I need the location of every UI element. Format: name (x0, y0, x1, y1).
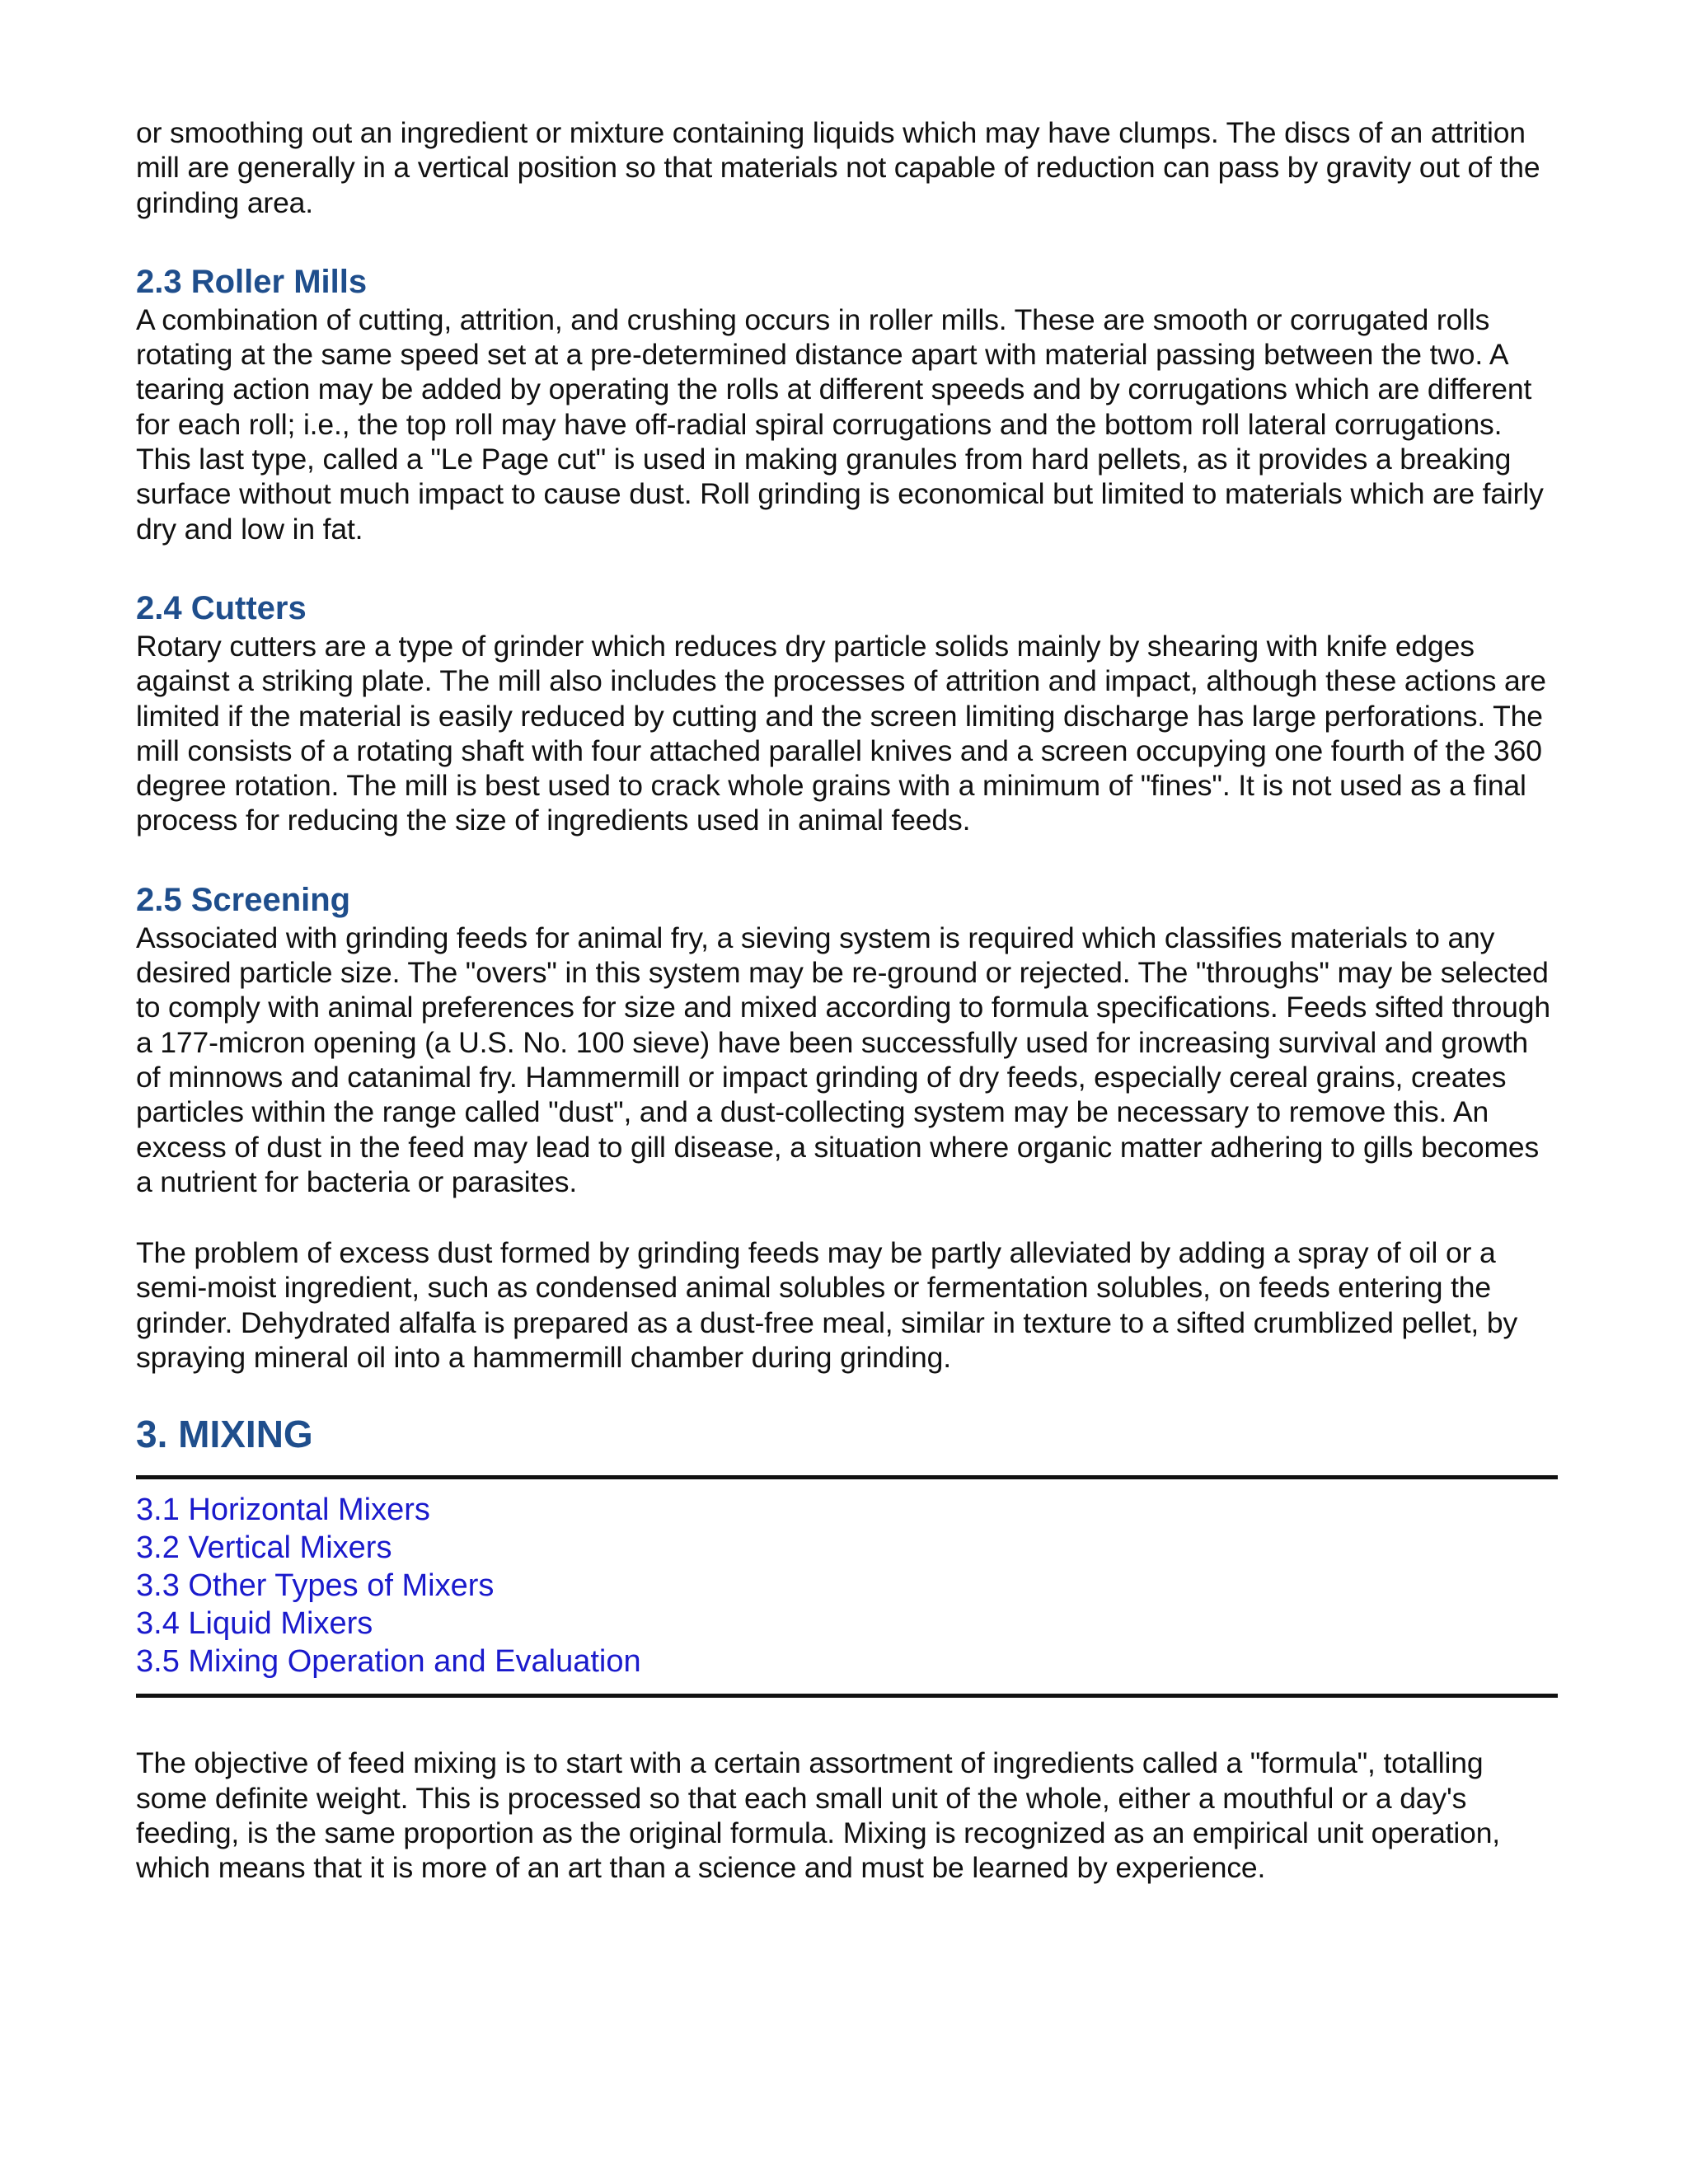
mixing-toc (136, 1479, 1558, 1694)
screening-paragraph-1: Associated with grinding feeds for animal fry, a sieving system is required which classifies materials to any desired particle size. The "overs" in this system may be re-ground or rejected. The "throughs" may be selected to comply with animal preferences for size and mixed according to formula specifications. Feeds sifted through a 177-micron opening (a U.S. No. 100 sieve) have been successfully used for increasing survival and growth of minnows and catanimal fry. Hammermill or impact grinding of dry feeds, especially cereal grains, creates particles within the range called "dust", and a dust-collecting system may be necessary to remove this. An excess of dust in the feed may lead to gill disease, a situation where organic matter adhering to gills becomes a nutrient for bacteria or parasites. (136, 921, 1550, 1198)
heading-roller-mills: 2.3 Roller Mills (136, 263, 368, 300)
document-page (136, 115, 1558, 1886)
toc-link-other-mixers[interactable]: 3.3 Other Types of Mixers (136, 1568, 495, 1604)
roller-mills-paragraph: A combination of cutting, attrition, and crushing occurs in roller mills. These are smooth or corrugated rolls rotating at the same speed set at a pre-determined distance apart with material passing between the two. A tearing action may be added by operating the rolls at different speeds and by corrugations which are different for each roll; i.e., the top roll may have off-radial spiral corrugations and the bottom roll lateral corrugations. This last type, called a "Le Page cut" is used in making granules from hard pellets, as it provides a breaking surface without much impact to cause dust. Roll grinding is economical but limited to materials which are fairly dry and low in fat. (136, 302, 1544, 546)
intro-paragraph: or smoothing out an ingredient or mixture containing liquids which may have clumps. The discs of an attrition mill are generally in a vertical position so that materials not capable of reduction can pass by gravity out of the grinding area. (136, 116, 1540, 219)
toc-link-liquid-mixers[interactable]: 3.4 Liquid Mixers (136, 1606, 373, 1642)
heading-mixing: 3. MIXING (136, 1413, 313, 1456)
cutters-paragraph: Rotary cutters are a type of grinder which reduces dry particle solids mainly by shearing with knife edges against a striking plate. The mill also includes the processes of attrition and impact, although these actions are limited if the material is easily reduced by cutting and the screen limiting discharge has large perforations. The mill consists of a rotating shaft with four attached parallel knives and a screen occupying one fourth of the 360 degree rotation. The mill is best used to crack whole grains with a minimum of "fines". It is not used as a final process for reducing the size of ingredients used in animal feeds. (136, 629, 1546, 837)
toc-link-vertical-mixers[interactable]: 3.2 Vertical Mixers (136, 1530, 392, 1566)
toc-link-mixing-operation[interactable]: 3.5 Mixing Operation and Evaluation (136, 1644, 641, 1680)
heading-cutters: 2.4 Cutters (136, 589, 307, 626)
toc-link-horizontal-mixers[interactable]: 3.1 Horizontal Mixers (136, 1493, 430, 1528)
screening-paragraph-2: The problem of excess dust formed by grinding feeds may be partly alleviated by adding a spray of oil or a semi-moist ingredient, such as condensed animal solubles or fermentation solubles, on feeds entering the grinder. Dehydrated alfalfa is prepared as a dust-free meal, similar in texture to a sifted crumblized pellet, by spraying mineral oil into a hammermill chamber during grinding. (136, 1236, 1518, 1375)
heading-screening: 2.5 Screening (136, 881, 351, 918)
mixing-paragraph: The objective of feed mixing is to start with a certain assortment of ingredients called a "formula", totalling some definite weight. This is processed so that each small unit of the whole, either a mouthful or a day's feeding, is the same proportion as the original formula. Mixing is recognized as an empirical unit operation, which means that it is more of an art than a science and must be learned by experience. (136, 1746, 1501, 1885)
